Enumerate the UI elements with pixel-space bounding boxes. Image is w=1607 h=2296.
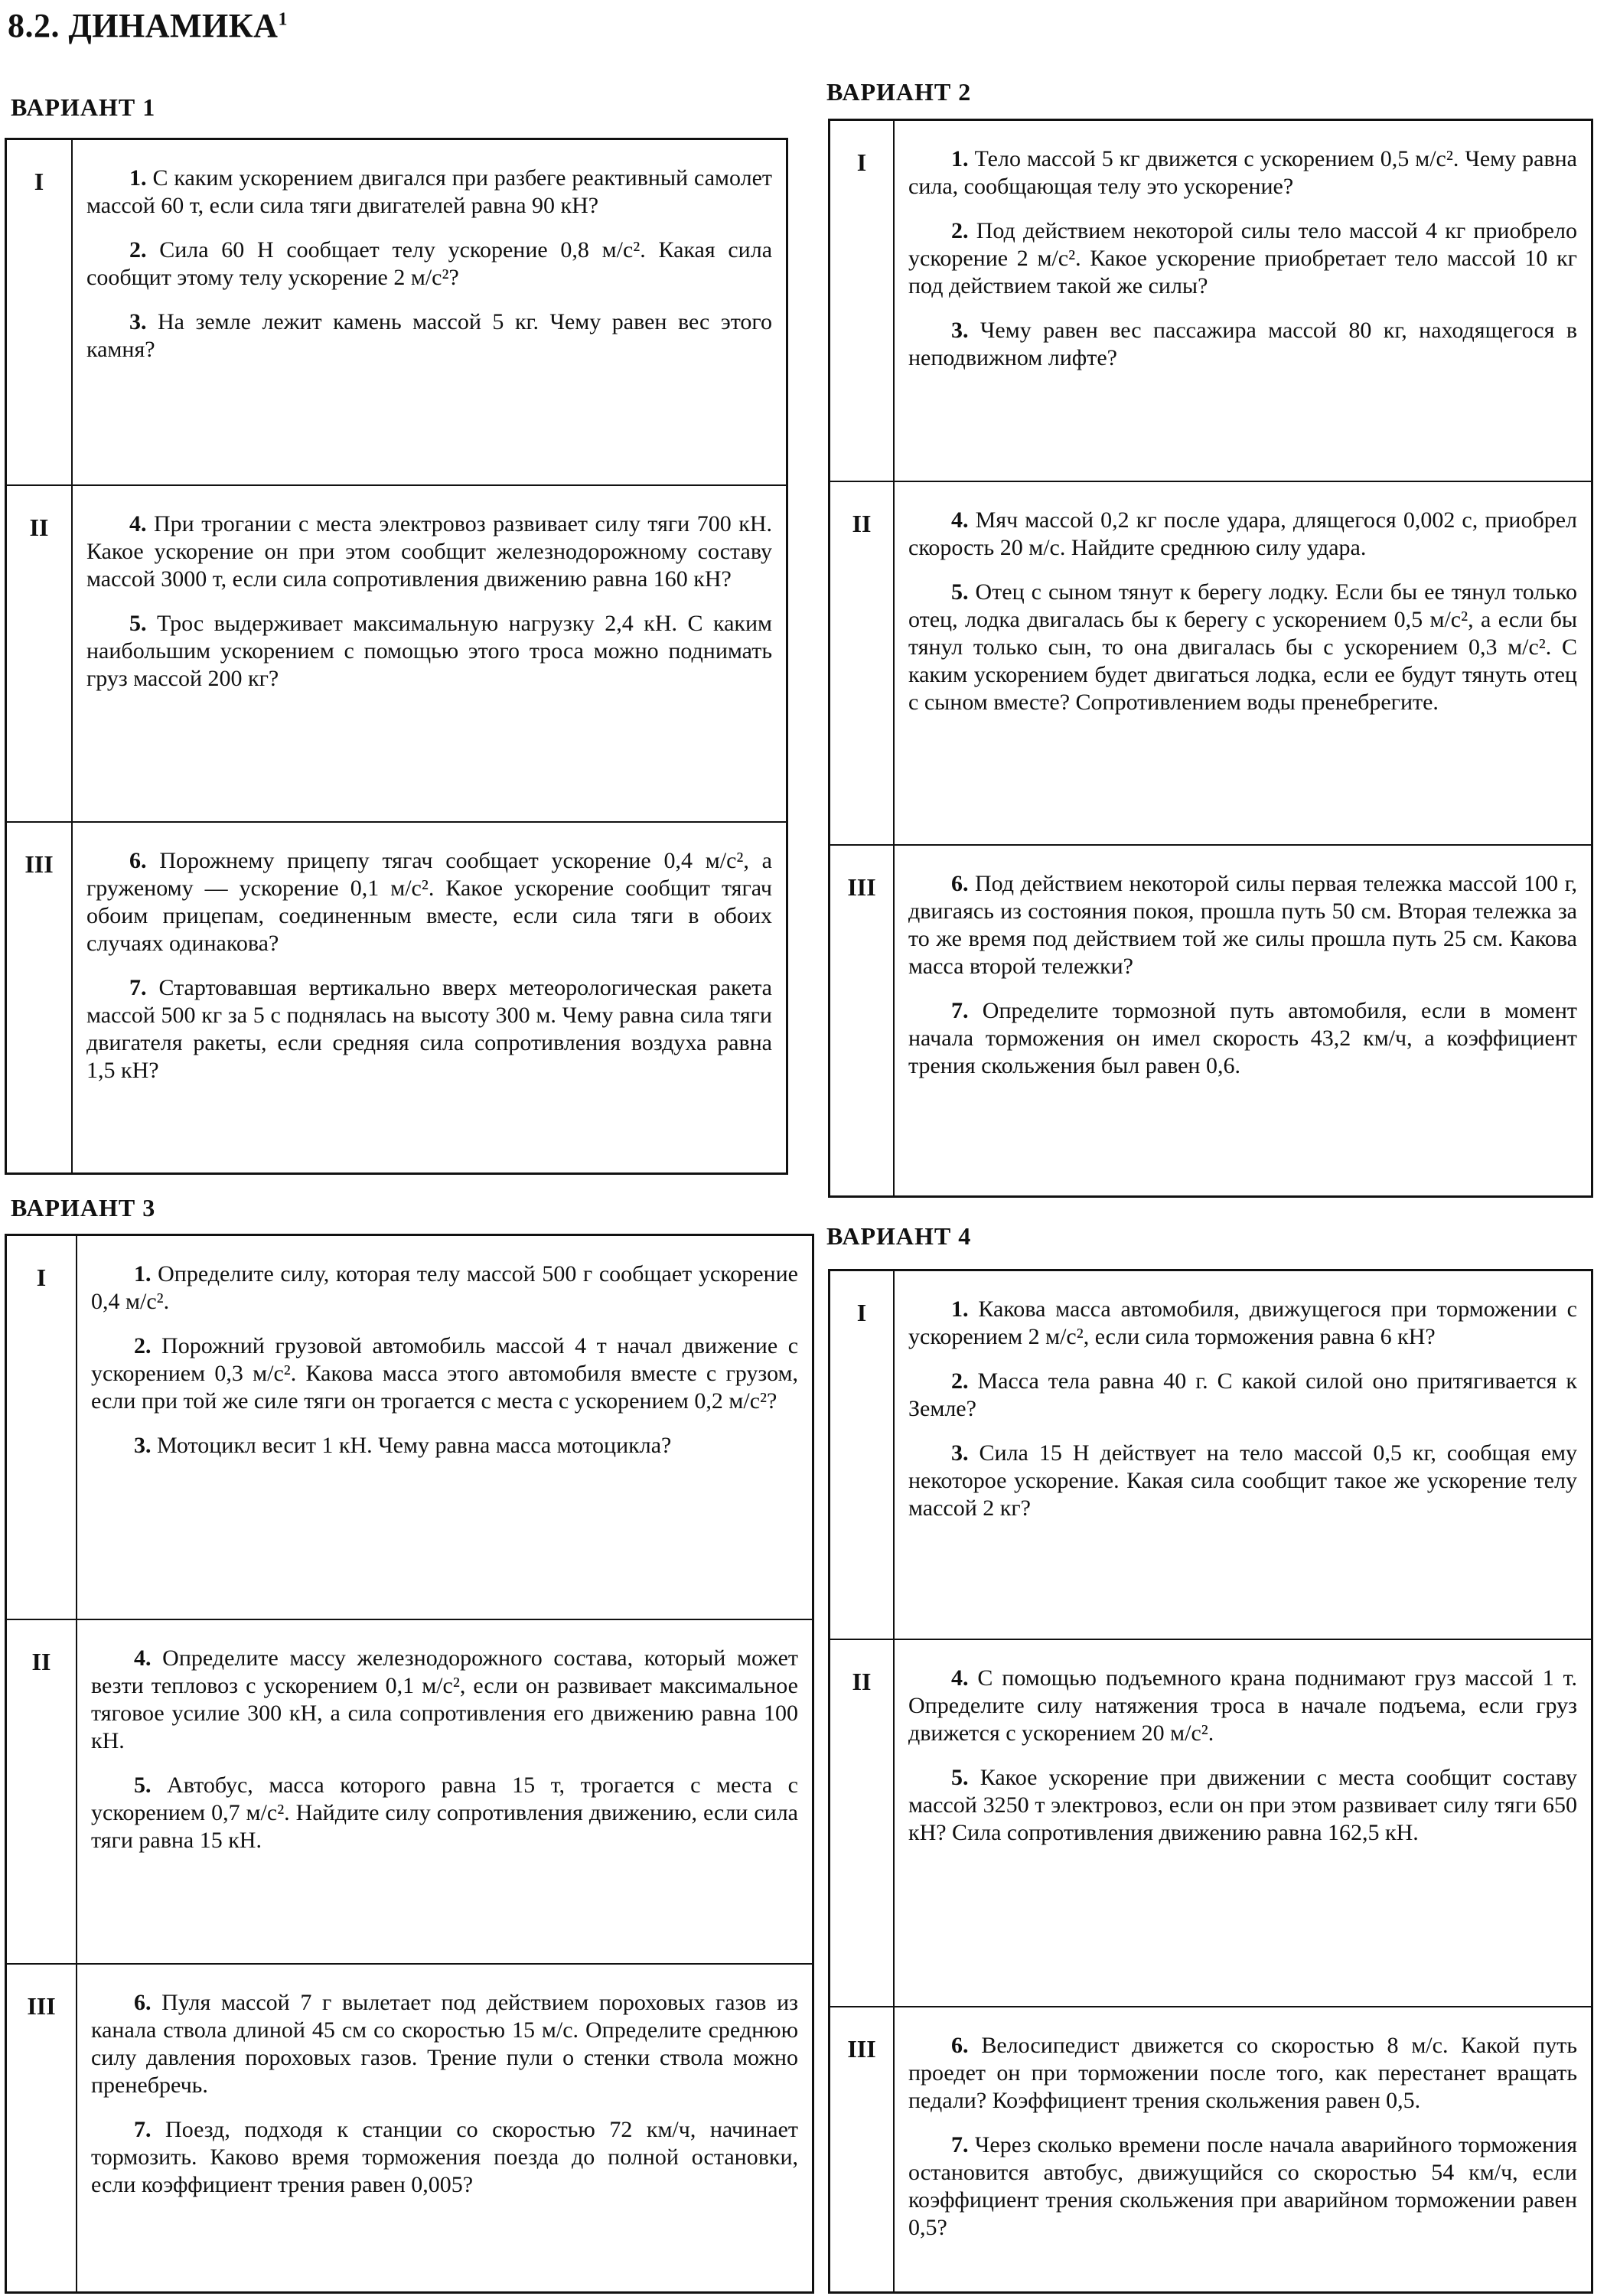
variant-2-title: ВАРИАНТ 2 [826,78,972,106]
row-level: III [7,823,73,1172]
problem [908,317,1577,372]
row-level: I [830,121,895,481]
footnote-marker: 1 [278,9,288,30]
problem-text: Сила 60 Н сообщает телу ускорение 0,8 м/с². Какая сила сообщит этому телу ускорение 2 м/с²? [86,237,773,290]
row-level: III [830,2007,895,2291]
problem-number: 5. [134,1773,152,1798]
variant-2-row-3 [830,844,1591,1195]
variant-1-row-2 [7,484,786,821]
section-title-text: 8.2. ДИНАМИКА [8,7,279,44]
row-problems [895,2007,1591,2291]
problem-text: Чему равен вес пассажира массой 80 кг, находящегося в неподвижном лифте? [908,318,1578,370]
problem-text: Трос выдерживает максимальную нагрузку 2,4 кН. С каким наибольшим ускорением с помощью этого троса можно поднимать груз массой 200 кг? [86,611,772,691]
problem [908,870,1577,980]
problem [908,2032,1577,2115]
variant-3-row-1 [7,1236,812,1619]
problem [91,1772,798,1854]
problem-number: 3. [129,309,147,334]
problem-number: 6. [129,848,147,873]
problem [908,1665,1577,1747]
problem-number: 5. [129,611,147,636]
problem-number: 7. [129,975,147,1000]
problem [91,2116,798,2199]
problem-text: На земле лежит камень массой 5 кг. Чему равен вес этого камня? [86,309,772,362]
problem-text: Отец с сыном тянут к берегу лодку. Если бы ее тянул только отец, лодка двигалась бы к берегу с ускорением 0,5 м/с², а если бы тянул только сын, то она двигалась бы с ускорением 0,3 м/с². С каким ускорением будет двигаться лодка, если ее будут тянуть отец с сыном вместе? Сопротивлением воды пренебрегите. [908,579,1578,715]
variant-1-row-1 [7,140,786,484]
problem-number: 6. [134,1990,152,2015]
problem-text: Мотоцикл весит 1 кН. Чему равна масса мотоцикла? [157,1433,672,1458]
problem-number: 6. [951,2033,969,2058]
problem-number: 3. [134,1433,152,1458]
problem-number: 4. [951,1665,969,1691]
problem [908,2131,1577,2242]
problem-text: Какое ускорение при движении с места сообщит составу массой 3250 т электровоз, если он при этом развивает силу тяги 650 кН? Сила сопротивления движению равна 162,5 кН. [908,1765,1577,1845]
row-level: II [830,482,895,844]
problem-text: Через сколько времени после начала аварийного торможения остановится автобус, движущийся со скоростью 54 км/ч, если коэффициент трения скольжения при аварийном торможении равен 0,5? [908,2132,1577,2240]
problem-number: 4. [129,511,147,536]
row-problems [73,140,786,484]
problem [908,1296,1577,1351]
problem [908,1440,1577,1522]
row-level: III [830,846,895,1195]
problem-text: Порожний грузовой автомобиль массой 4 т начал движение с ускорением 0,3 м/с². Какова масса этого автомобиля вместе с грузом, если при той же силе тяги он трогается с места с ускорением 0,2 м/с²? [91,1333,799,1414]
variant-2-row-2 [830,481,1591,844]
section-title [8,6,288,45]
row-problems [895,121,1591,481]
variant-3-row-3 [7,1963,812,2291]
row-problems [895,846,1591,1195]
problem [908,1764,1577,1847]
problem-text: Под действием некоторой силы тело массой 4 кг приобрело ускорение 2 м/с². Какое ускорение приобретает тело массой 10 кг под действием такой же силы? [908,218,1578,298]
problem-text: При трогании с места электровоз развивает силу тяги 700 кН. Какое ускорение он при этом сообщит железнодорожному составу массой 3000 т, если сила сопротивления движению равна 160 кН? [86,511,773,592]
problem-number: 2. [951,218,969,243]
problem-number: 5. [951,1765,969,1790]
row-level: II [830,1640,895,2006]
problem-text: Автобус, масса которого равна 15 т, трогается с места с ускорением 0,7 м/с². Найдите силу сопротивления движению, если сила тяги равна 15 кН. [91,1773,798,1853]
variant-1-title: ВАРИАНТ 1 [11,93,156,121]
row-level: I [7,1236,77,1619]
problem-text: Определите силу, которая телу массой 500 г сообщает ускорение 0,4 м/с². [91,1261,798,1314]
row-problems [73,823,786,1172]
problem-text: Стартовавшая вертикально вверх метеорологическая ракета массой 500 кг за 5 с поднялась на высоту 300 м. Чему равна сила тяги двигателя ракеты, если средняя сила сопротивления воздуха равна 1,5 кН? [86,975,772,1083]
problem [91,1261,798,1316]
problem [86,236,772,292]
problem-text: Масса тела равна 40 г. С какой силой оно притягивается к Земле? [908,1368,1577,1421]
problem-number: 4. [951,507,969,533]
row-level: II [7,1620,77,1963]
variant-3-table [5,1234,814,2294]
problem-text: Велосипедист движется со скоростью 8 м/с. Какой путь проедет он при торможении после того, как перестанет вращать педали? Коэффициент трения скольжения равен 0,5. [908,2033,1578,2113]
problem-text: Тело массой 5 кг движется с ускорением 0,5 м/с². Чему равна сила, сообщающая телу это ускорение? [908,146,1577,199]
problem-number: 3. [951,1440,969,1466]
row-level: II [7,486,73,821]
problem [91,1645,798,1755]
row-level: III [7,1965,77,2291]
variant-4-row-1 [830,1271,1591,1639]
variant-1-row-3 [7,821,786,1172]
problem [86,974,772,1084]
problem-text: Мяч массой 0,2 кг после удара, длящегося 0,002 с, приобрел скорость 20 м/с. Найдите среднюю силу удара. [908,507,1577,560]
problem [86,847,772,957]
problem-number: 2. [951,1368,969,1394]
problem-text: Определите тормозной путь автомобиля, если в момент начала торможения он имел скорость 43,2 км/ч, а коэффициент трения скольжения был равен 0,6. [908,998,1578,1078]
problem-text: Сила 15 Н действует на тело массой 0,5 кг, сообщая ему некоторое ускорение. Какая сила сообщит такое же ускорение телу массой 2 кг? [908,1440,1577,1521]
problem-text: Какова масса автомобиля, движущегося при торможении с ускорением 2 м/с², если сила торможения равна 6 кН? [908,1296,1577,1349]
problem-number: 4. [134,1645,152,1671]
row-problems [895,482,1591,844]
problem-number: 7. [951,2132,969,2157]
row-problems [895,1271,1591,1639]
row-problems [73,486,786,821]
problem-text: Поезд, подходя к станции со скоростью 72 км/ч, начинает тормозить. Каково время торможения поезда до полной остановки, если коэффициент трения равен 0,005? [91,2117,798,2197]
problem-number: 2. [129,237,147,263]
problem [908,507,1577,562]
problem-number: 5. [951,579,969,605]
problem-number: 1. [951,1296,969,1322]
problem [908,997,1577,1080]
problem-number: 1. [951,146,969,171]
problem [91,1432,798,1459]
row-problems [77,1620,812,1963]
variant-4-row-3 [830,2006,1591,2291]
problem [908,217,1577,300]
row-problems [77,1236,812,1619]
problem [86,308,772,364]
variant-2-table [828,119,1593,1198]
problem-text: С помощью подъемного крана поднимают груз массой 1 т. Определите силу натяжения троса в начале подъема, если груз движется с ускорением 20 м/с². [908,1665,1577,1746]
problem-text: С каким ускорением двигался при разбеге реактивный самолет массой 60 т, если сила тяги двигателей равна 90 кН? [86,165,773,218]
variant-1-table [5,138,788,1175]
problem-number: 7. [134,2117,152,2142]
variant-4-table [828,1269,1593,2294]
variant-2-row-1 [830,121,1591,481]
variant-4-title: ВАРИАНТ 4 [826,1222,972,1250]
row-level: I [7,140,73,484]
problem-number: 3. [951,318,969,343]
variant-3-row-2 [7,1619,812,1963]
problem-text: Пуля массой 7 г вылетает под действием пороховых газов из канала ствола длиной 45 см со скоростью 15 м/с. Определите среднюю силу давления пороховых газов. Трение пули о стенки ствола можно пренебречь. [91,1990,799,2098]
variant-4-row-2 [830,1639,1591,2006]
problem [86,610,772,693]
row-problems [77,1965,812,2291]
problem [86,510,772,593]
variant-3-title: ВАРИАНТ 3 [11,1194,156,1221]
problem-text: Порожнему прицепу тягач сообщает ускорение 0,4 м/с², а груженому — ускорение 0,1 м/с². Какое ускорение сообщит тягач обоим прицепам, соединенным вместе, если сила тяги в обоих случаях одинакова? [86,848,772,956]
row-problems [895,1640,1591,2006]
problem-number: 6. [951,871,969,896]
problem-number: 1. [134,1261,152,1287]
problem [908,579,1577,716]
problem-number: 2. [134,1333,152,1358]
problem-number: 1. [129,165,147,191]
problem [91,1989,798,2099]
problem-number: 7. [951,998,969,1023]
problem-text: Под действием некоторой силы первая тележка массой 100 г, двигаясь из состояния покоя, прошла путь 50 см. Вторая тележка за то же время под действием той же силы прошла путь 25 см. Какова масса второй тележки? [908,871,1577,979]
problem [91,1332,798,1415]
problem [86,165,772,220]
problem-text: Определите массу железнодорожного состава, который может везти тепловоз с ускорением 0,1 м/с², если он развивает максимальное тяговое усилие 300 кН, а сила сопротивления его движению равна 100 кН. [91,1645,799,1753]
problem [908,145,1577,201]
problem [908,1368,1577,1423]
row-level: I [830,1271,895,1639]
